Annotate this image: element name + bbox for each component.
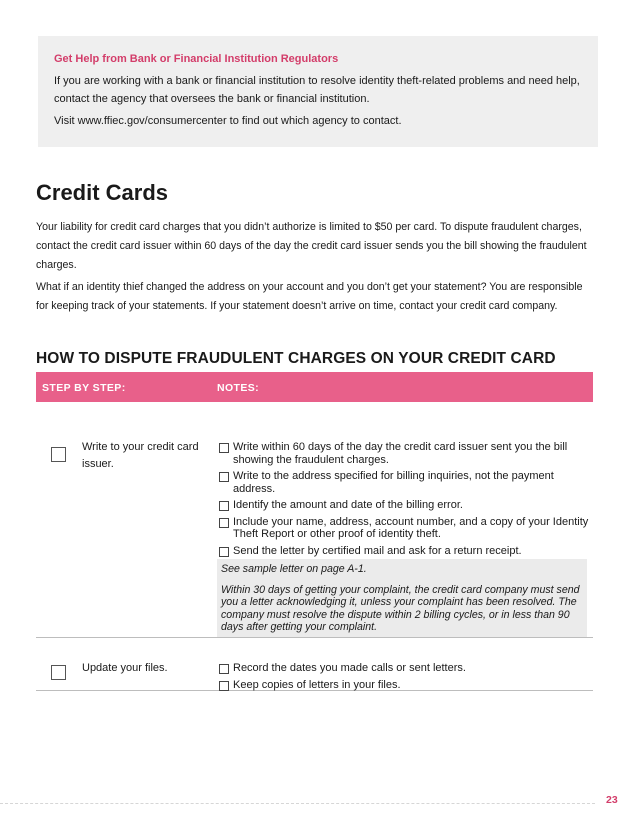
note-text: Send the letter by certified mail and ask for a return receipt. [233,544,522,557]
step-label: Write to your credit card issuer. [82,441,199,470]
liability-paragraph: Your liability for credit card charges that you didn’t authorize is limited to $50 per card. To dispute fraudulent charges, contact the credit card issuer within 60 days of the day the credit card issuer sends you the bill showing the fraudulent charges. [36,221,587,271]
callout-title: Get Help from Bank or Financial Institution Regulators [54,53,339,65]
step-label: Update your files. [82,662,168,674]
section-title: Credit Cards [36,180,169,205]
list-item [219,516,589,541]
note-text: Keep copies of letters in your files. [233,678,401,691]
list-item [219,441,589,466]
checkbox-bullet-icon [219,472,229,482]
checkbox-bullet-icon [219,664,229,674]
regulators-callout [38,36,598,147]
dispute-steps-table [36,372,593,691]
notes-list [219,662,589,695]
dispute-heading: HOW TO DISPUTE FRAUDULENT CHARGES ON YOUR CREDIT CARD [36,350,556,367]
note-text: Write to the address specified for billing inquiries, not the payment address. [233,470,554,495]
sample-letter-note [217,559,587,637]
table-row [36,402,593,638]
checkbox-bullet-icon [219,681,229,691]
checkbox-bullet-icon [219,501,229,511]
note-text: Record the dates you made calls or sent letters. [233,662,466,674]
checkbox-bullet-icon [219,443,229,453]
note-text: Identify the amount and date of the billing error. [233,499,463,511]
response-timeline-note: Within 30 days of getting your complaint, the credit card company must send you a letter acknowledging it, unless your complaint has been resolved. The company must resolve the dispute within 2 billing cycles, or in less than 90 days after getting your complaint. [221,583,580,633]
list-item [219,499,589,512]
callout-visit: Visit www.ffiec.gov/consumercenter to find out which agency to contact. [54,115,402,127]
list-item [219,545,589,558]
notes-list [219,441,589,561]
checkbox-bullet-icon [219,518,229,528]
checkbox-bullet-icon [219,547,229,557]
footer-divider [0,803,595,804]
table-row [36,638,593,691]
list-item [219,662,589,675]
column-header-step: STEP BY STEP: [42,382,126,394]
table-header [36,372,593,402]
address-change-paragraph: What if an identity thief changed the address on your account and you don’t get your statement? You are responsible for keeping track of your statements. If your statement doesn’t arrive on time, contact your credit card company. [36,281,583,312]
list-item [219,470,589,495]
note-text: Write within 60 days of the day the credit card issuer sent you the bill showing the fraudulent charges. [233,441,568,466]
list-item [219,679,589,692]
sample-letter-reference: See sample letter on page A-1. [221,563,367,575]
page-number: 23 [606,794,618,806]
note-text: Include your name, address, account number, and a copy of your Identity Theft Report or other proof of identity theft. [233,515,589,540]
column-header-notes: NOTES: [217,382,260,394]
step-checkbox[interactable] [51,447,66,462]
callout-body: If you are working with a bank or financial institution to resolve identity theft-related problems and need help, contact the agency that oversees the bank or financial institution. [54,75,580,105]
step-checkbox[interactable] [51,665,66,680]
